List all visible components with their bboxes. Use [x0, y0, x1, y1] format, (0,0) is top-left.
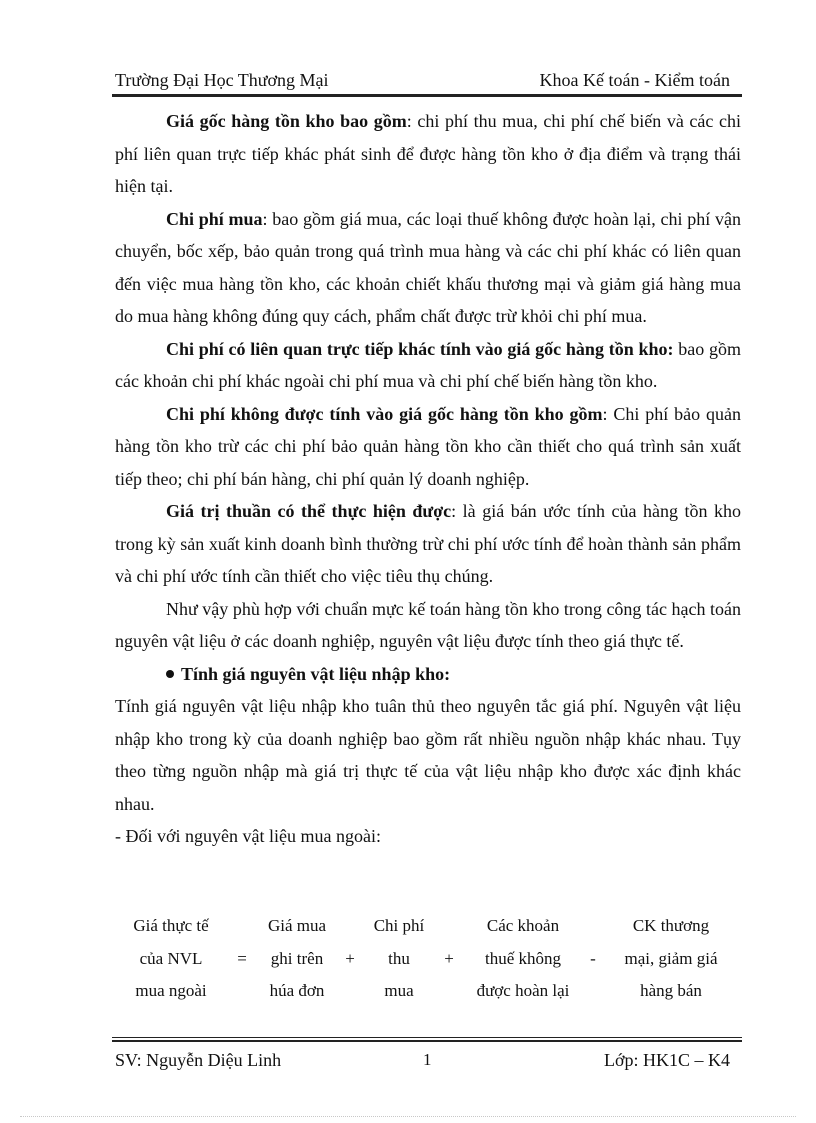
- formula-term: CK thương: [632, 916, 710, 936]
- definition: : Chi phí bảo quản hàng tồn kho trừ các chi phí bảo quản hàng tồn kho cần thiết cho quá trình sản xuất tiếp theo; chi phí bán hàng, chi phí quản lý doanh nghiệp.: [115, 403, 741, 489]
- dash-line: - Đối với nguyên vật liệu mua ngoài:: [115, 826, 381, 846]
- footer-rule: [112, 1037, 742, 1042]
- formula-row: [115, 975, 741, 1008]
- header-rule: [112, 94, 742, 97]
- term: Giá trị thuần có thể thực hiện được: [166, 501, 452, 521]
- term: Chi phí mua: [166, 208, 263, 229]
- formula-row: [115, 943, 741, 976]
- formula-term: Giá thực tế: [133, 916, 209, 936]
- formula-term: Giá mua: [267, 916, 327, 936]
- formula-operator: +: [345, 948, 355, 968]
- bullet-icon: [166, 670, 174, 678]
- formula-row: [115, 910, 741, 943]
- paragraph-chi-phi-lien-quan: [115, 333, 741, 398]
- footer-student: SV: Nguyễn Diệu Linh: [115, 1050, 282, 1070]
- formula-term: hàng bán: [640, 981, 702, 1001]
- formula-operator: -: [590, 948, 596, 968]
- page-header: [115, 70, 730, 91]
- formula-term: mại, giảm giá: [624, 948, 718, 968]
- term: Chi phí có liên quan trực tiếp khác tính vào giá gốc hàng tồn kho:: [166, 338, 674, 359]
- definition: : chi phí thu mua, chi phí chế biến và các chi phí liên quan trực tiếp khác phát sinh để được hàng tồn kho ở địa điểm và trạng thái hiện tại.: [115, 111, 742, 196]
- formula-term: thu: [388, 948, 410, 968]
- formula-operator: +: [444, 948, 454, 968]
- formula-term: của NVL: [139, 948, 203, 968]
- formula-operator: =: [237, 948, 247, 968]
- formula-term: húa đơn: [269, 981, 325, 1001]
- page-bottom-dotted-line: [20, 1116, 796, 1117]
- term: Giá gốc hàng tồn kho bao gồm: [166, 111, 407, 131]
- paragraph-gia-goc: [115, 105, 741, 203]
- paragraph-gia-tri-thuan: [115, 495, 741, 593]
- formula-term: được hoàn lại: [476, 981, 570, 1001]
- formula-block: [115, 910, 741, 1008]
- page-footer: [115, 1050, 730, 1071]
- formula-term: Chi phí: [373, 916, 425, 936]
- paragraph-chi-phi-mua: [115, 203, 741, 333]
- formula-term: mua ngoài: [135, 981, 207, 1001]
- definition: : là giá bán ước tính của hàng tồn kho trong kỳ sản xuất kinh doanh bình thường trừ chi phí ước tính để hoàn thành sản phẩm và chi phí ước tính cần thiết cho việc tiêu thụ chúng.: [115, 501, 741, 586]
- header-faculty: Khoa Kế toán - Kiểm toán: [539, 70, 730, 90]
- definition: : bao gồm giá mua, các loại thuế không được hoàn lại, chi phí vận chuyển, bốc xếp, bảo quản trong quá trình mua hàng và các chi phí khác có liên quan đến việc mua hàng tồn kho, các khoản chiết khấu thương mại và giảm giá hàng mua do mua hàng không đúng quy cách, phẩm chất được trừ khỏi chi phí mua.: [115, 208, 741, 326]
- header-university: Trường Đại Học Thương Mại: [115, 70, 329, 90]
- paragraph-chi-phi-khong-tinh: [115, 398, 741, 496]
- formula-term: ghi trên: [270, 948, 324, 968]
- formula-term: thuế không: [484, 948, 562, 968]
- paragraph-nhu-vay: [115, 593, 741, 658]
- footer-class: Lớp: HK1C – K4: [603, 1050, 730, 1070]
- body-text: [115, 105, 741, 853]
- bullet-heading: [115, 658, 741, 691]
- definition: bao gồm các khoản chi phí khác ngoài chi phí mua và chi phí chế biến hàng tồn kho.: [115, 338, 741, 391]
- paragraph-nhap-kho: Tính giá nguyên vật liệu nhập kho tuân thủ theo nguyên tắc giá phí. Nguyên vật liệu nhập kho trong kỳ của doanh nghiệp bao gồm rất nhiều nguồn nhập khác nhau. Tụy theo từng nguồn nhập mà giá trị thực tế của vật liệu nhập kho được xác định khác nhau.: [115, 696, 741, 814]
- bullet-heading-text: Tính giá nguyên vật liệu nhập kho:: [181, 663, 451, 684]
- definition: Như vậy phù hợp với chuẩn mực kế toán hàng tồn kho trong công tác hạch toán nguyên vật liệu ở các doanh nghiệp, nguyên vật liệu được tính theo giá thực tế.: [115, 598, 741, 651]
- page-number: 1: [423, 1050, 432, 1069]
- term: Chi phí không được tính vào giá gốc hàng tồn kho gồm: [166, 403, 603, 424]
- formula-term: mua: [384, 981, 414, 1001]
- formula-term: Các khoản: [486, 916, 560, 936]
